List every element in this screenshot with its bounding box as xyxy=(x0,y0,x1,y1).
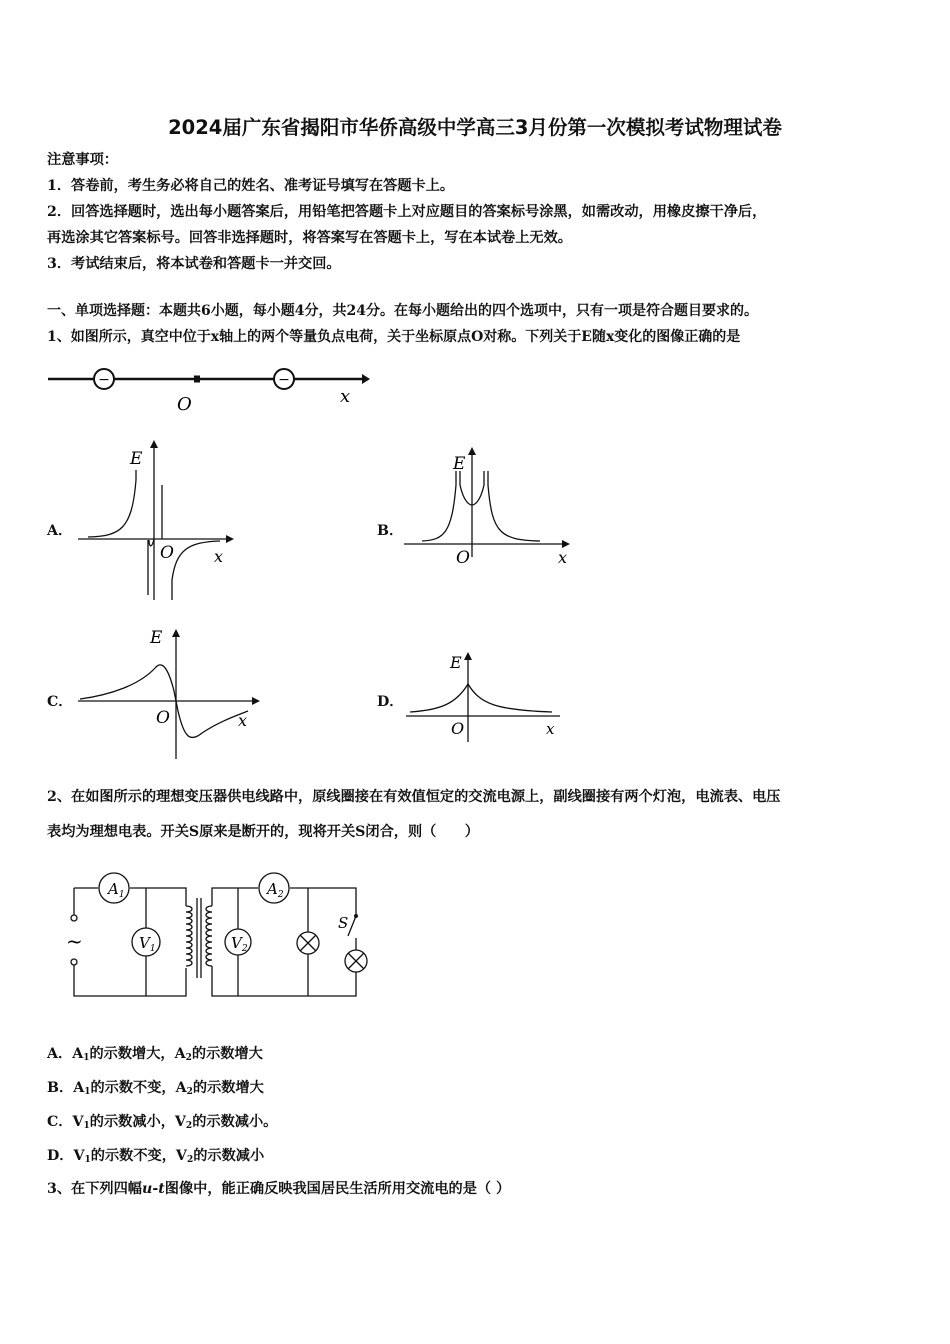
voltmeter-v2 xyxy=(225,929,251,955)
charge-axis-figure xyxy=(44,360,374,415)
svg-text:V2: $V_2$ xyxy=(231,934,248,954)
question-2-stem: 2、在如图所示的理想变压器供电线路中，原线圈接在有效值恒定的交流电源上，副线圈接有两个灯泡，电流表、电压 xyxy=(47,789,781,805)
ammeter-a1 xyxy=(99,873,129,903)
origin-label: O xyxy=(156,708,170,728)
origin-label: O xyxy=(160,543,174,563)
graph-d[interactable] xyxy=(400,650,570,745)
axis-label: x xyxy=(238,711,248,730)
svg-text:V1: $V_1$ xyxy=(139,934,156,954)
question-3-stem: 3、在下列四幅u-t图像中，能正确反映我国居民生活所用交流电的是（ ） xyxy=(47,1181,511,1197)
axis-label: E xyxy=(453,454,466,474)
q2-option-a[interactable]: A．$A_1$的示数增大，$A_2$的示数增大 xyxy=(47,1046,263,1063)
axis-label: E xyxy=(450,653,462,672)
option-a-label[interactable]: A． xyxy=(47,523,73,539)
axis-label: E xyxy=(150,628,163,648)
option-c-label[interactable]: C． xyxy=(47,694,73,710)
q2-option-d[interactable]: D．$V_1$的示数不变，$V_2$的示数减小 xyxy=(47,1148,265,1165)
axis-label: E xyxy=(130,449,143,469)
axis-arrow-icon xyxy=(362,374,370,384)
origin-dot xyxy=(194,376,200,383)
page-title: 2024届广东省揭阳市华侨高级中学高三3月份第一次模拟考试物理试卷 xyxy=(168,116,782,139)
origin-label: O xyxy=(451,719,465,738)
notice-heading: 注意事项： xyxy=(47,152,118,168)
charge-sign: − xyxy=(98,372,110,388)
graph-a[interactable] xyxy=(70,440,240,605)
notice-item: 2．回答选择题时，选出每小题答案后，用铅笔把答题卡上对应题目的答案标号涂黑，如需改动，用橡皮擦干净后， xyxy=(47,204,767,220)
notice-item: 再选涂其它答案标号。回答非选择题时，将答案写在答题卡上，写在本试卷上无效。 xyxy=(47,230,572,246)
graph-b[interactable] xyxy=(400,445,580,570)
negative-charge-left xyxy=(94,369,114,389)
lamp-1-icon xyxy=(297,932,319,954)
origin-label: O xyxy=(177,394,192,415)
svg-text:A1: $A_1$ xyxy=(108,880,125,900)
ac-source-icon: ~ xyxy=(66,929,83,953)
axis-label: x xyxy=(558,548,568,567)
axis-label: x xyxy=(214,547,224,566)
charge-sign: − xyxy=(278,372,290,388)
question-1-stem: 1、如图所示，真空中位于x轴上的两个等量负点电荷，关于坐标原点O对称。下列关于E随x变化的图像正确的是 xyxy=(47,329,741,345)
q2-option-c[interactable]: C．$V_1$的示数减小，$V_2$的示数减小。 xyxy=(47,1114,278,1131)
notice-item: 1．答卷前，考生务必将自己的姓名、准考证号填写在答题卡上。 xyxy=(47,178,455,194)
section-heading: 一、单项选择题：本题共6小题，每小题4分，共24分。在每小题给出的四个选项中，只有一项是符合题目要求的。 xyxy=(47,303,758,319)
graph-c[interactable] xyxy=(70,625,270,765)
terminal-icon xyxy=(71,915,77,921)
question-2-stem: 表均为理想电表。开关S原来是断开的，现将开关S闭合，则（ ） xyxy=(47,824,479,840)
option-d-label[interactable]: D． xyxy=(377,694,404,710)
x-label: x xyxy=(340,386,351,407)
lamp-2-icon xyxy=(345,950,367,972)
axis-label: x xyxy=(546,720,555,738)
notice-item: 3．考试结束后，将本试卷和答题卡一并交回。 xyxy=(47,256,341,272)
option-b-label[interactable]: B． xyxy=(377,523,404,539)
svg-text:A2: $A_2$ xyxy=(267,880,284,900)
negative-charge-right xyxy=(274,369,294,389)
terminal-icon xyxy=(71,959,77,965)
transformer-circuit xyxy=(58,868,368,1003)
switch-label: S xyxy=(338,914,349,932)
q2-option-b[interactable]: B．$A_1$的示数不变，$A_2$的示数增大 xyxy=(47,1080,264,1097)
voltmeter-v1 xyxy=(132,928,160,956)
ammeter-a2 xyxy=(259,873,289,903)
origin-label: O xyxy=(456,548,470,568)
